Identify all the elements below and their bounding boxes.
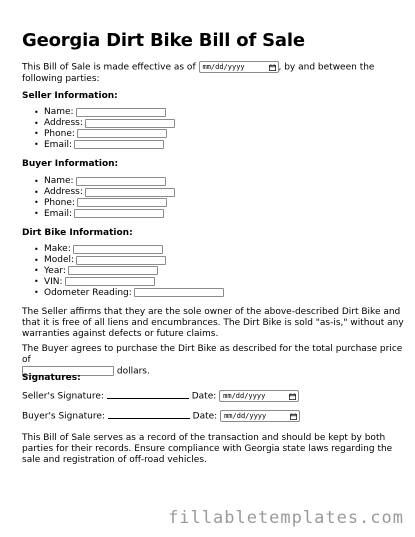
effective-date-placeholder: mm/dd/yyyy xyxy=(202,62,245,71)
buyer-email-label: • Email: xyxy=(44,208,73,219)
bike-heading: Dirt Bike Information: xyxy=(22,228,133,238)
purchase-suffix: dollars. xyxy=(116,366,150,377)
bike-odometer-label: • Odometer Reading: xyxy=(44,287,132,298)
seller-phone-field[interactable] xyxy=(77,129,167,138)
seller-name-label: • Name: xyxy=(44,107,74,118)
seller-email-item xyxy=(34,139,175,150)
buyer-fields xyxy=(34,176,175,219)
affirmation-paragraph: The Seller affirms that they are the sole owner of the above-described Dirt Bike and that it is free of all liens and encumbrances. The Dirt Bike is sold "as-is," without any warranties against defects or future claims. xyxy=(22,307,404,339)
seller-name-item xyxy=(34,107,175,118)
buyer-address-label: • Address: xyxy=(44,187,83,198)
buyer-date-placeholder: mm/dd/yyyy xyxy=(224,411,267,420)
seller-email-label: • Email: xyxy=(44,139,73,150)
seller-address-label: • Address: xyxy=(44,118,83,129)
buyer-address-item xyxy=(34,187,175,198)
buyer-date-label: Date: xyxy=(192,411,218,422)
buyer-signature-label: Buyer's Signature: xyxy=(22,411,105,422)
seller-date-input[interactable] xyxy=(219,390,299,402)
seller-signature-row xyxy=(22,390,407,403)
bike-vin-label: • VIN: xyxy=(44,276,63,287)
bike-model-item xyxy=(34,255,224,266)
bike-year-item xyxy=(34,266,224,277)
calendar-icon[interactable] xyxy=(269,64,276,71)
bike-year-field[interactable] xyxy=(68,266,158,275)
buyer-email-item xyxy=(34,208,175,219)
bike-vin-item xyxy=(34,276,224,287)
intro-paragraph xyxy=(22,61,407,85)
buyer-phone-field[interactable] xyxy=(77,198,167,207)
seller-heading: Seller Information: xyxy=(22,91,118,101)
bike-odometer-item xyxy=(34,287,224,298)
buyer-address-field[interactable] xyxy=(85,188,175,197)
seller-signature-line[interactable] xyxy=(107,398,189,399)
calendar-icon[interactable] xyxy=(290,413,297,420)
bike-make-item xyxy=(34,244,224,255)
bike-fields xyxy=(34,244,224,298)
signatures-heading: Signatures: xyxy=(22,373,81,383)
page-title: Georgia Dirt Bike Bill of Sale xyxy=(22,30,305,51)
seller-phone-label: • Phone: xyxy=(44,128,75,139)
purchase-text: The Buyer agrees to purchase the Dirt Bike as described for the total purchase price of xyxy=(22,344,403,365)
site-watermark: fillabletemplates.com xyxy=(168,508,404,528)
buyer-signature-line[interactable] xyxy=(108,418,190,419)
buyer-phone-item xyxy=(34,198,175,209)
seller-address-field[interactable] xyxy=(85,119,175,128)
seller-date-label: Date: xyxy=(191,391,217,402)
seller-phone-item xyxy=(34,129,175,140)
seller-email-field[interactable] xyxy=(74,140,164,149)
seller-signature-label: Seller's Signature: xyxy=(22,391,104,402)
buyer-phone-label: • Phone: xyxy=(44,197,75,208)
bike-odometer-field[interactable] xyxy=(134,288,224,297)
intro-text-before: This Bill of Sale is made effective as of xyxy=(22,62,196,73)
seller-name-field[interactable] xyxy=(76,108,166,117)
bike-year-label: • Year: xyxy=(44,265,66,276)
bike-vin-field[interactable] xyxy=(65,277,155,286)
calendar-icon[interactable] xyxy=(289,393,296,400)
bike-model-field[interactable] xyxy=(76,256,166,265)
buyer-heading: Buyer Information: xyxy=(22,159,119,169)
bike-make-label: • Make: xyxy=(44,244,71,255)
buyer-signature-row xyxy=(22,410,407,423)
seller-date-placeholder: mm/dd/yyyy xyxy=(223,391,266,400)
intro-text-after: , by and between the following parties: xyxy=(22,62,375,84)
buyer-email-field[interactable] xyxy=(74,209,164,218)
buyer-name-item xyxy=(34,176,175,187)
closing-paragraph: This Bill of Sale serves as a record of the transaction and should be kept by both parties for their records. Ensure compliance with Georgia state laws regarding the sale and registration of off-road vehicles. xyxy=(22,433,393,465)
buyer-date-input[interactable] xyxy=(220,410,300,422)
buyer-name-field[interactable] xyxy=(76,177,166,186)
seller-address-item xyxy=(34,118,175,129)
effective-date-input[interactable] xyxy=(199,61,279,73)
bike-model-label: • Model: xyxy=(44,255,75,266)
bike-make-field[interactable] xyxy=(73,245,163,254)
buyer-name-label: • Name: xyxy=(44,176,74,187)
seller-fields xyxy=(34,107,175,150)
